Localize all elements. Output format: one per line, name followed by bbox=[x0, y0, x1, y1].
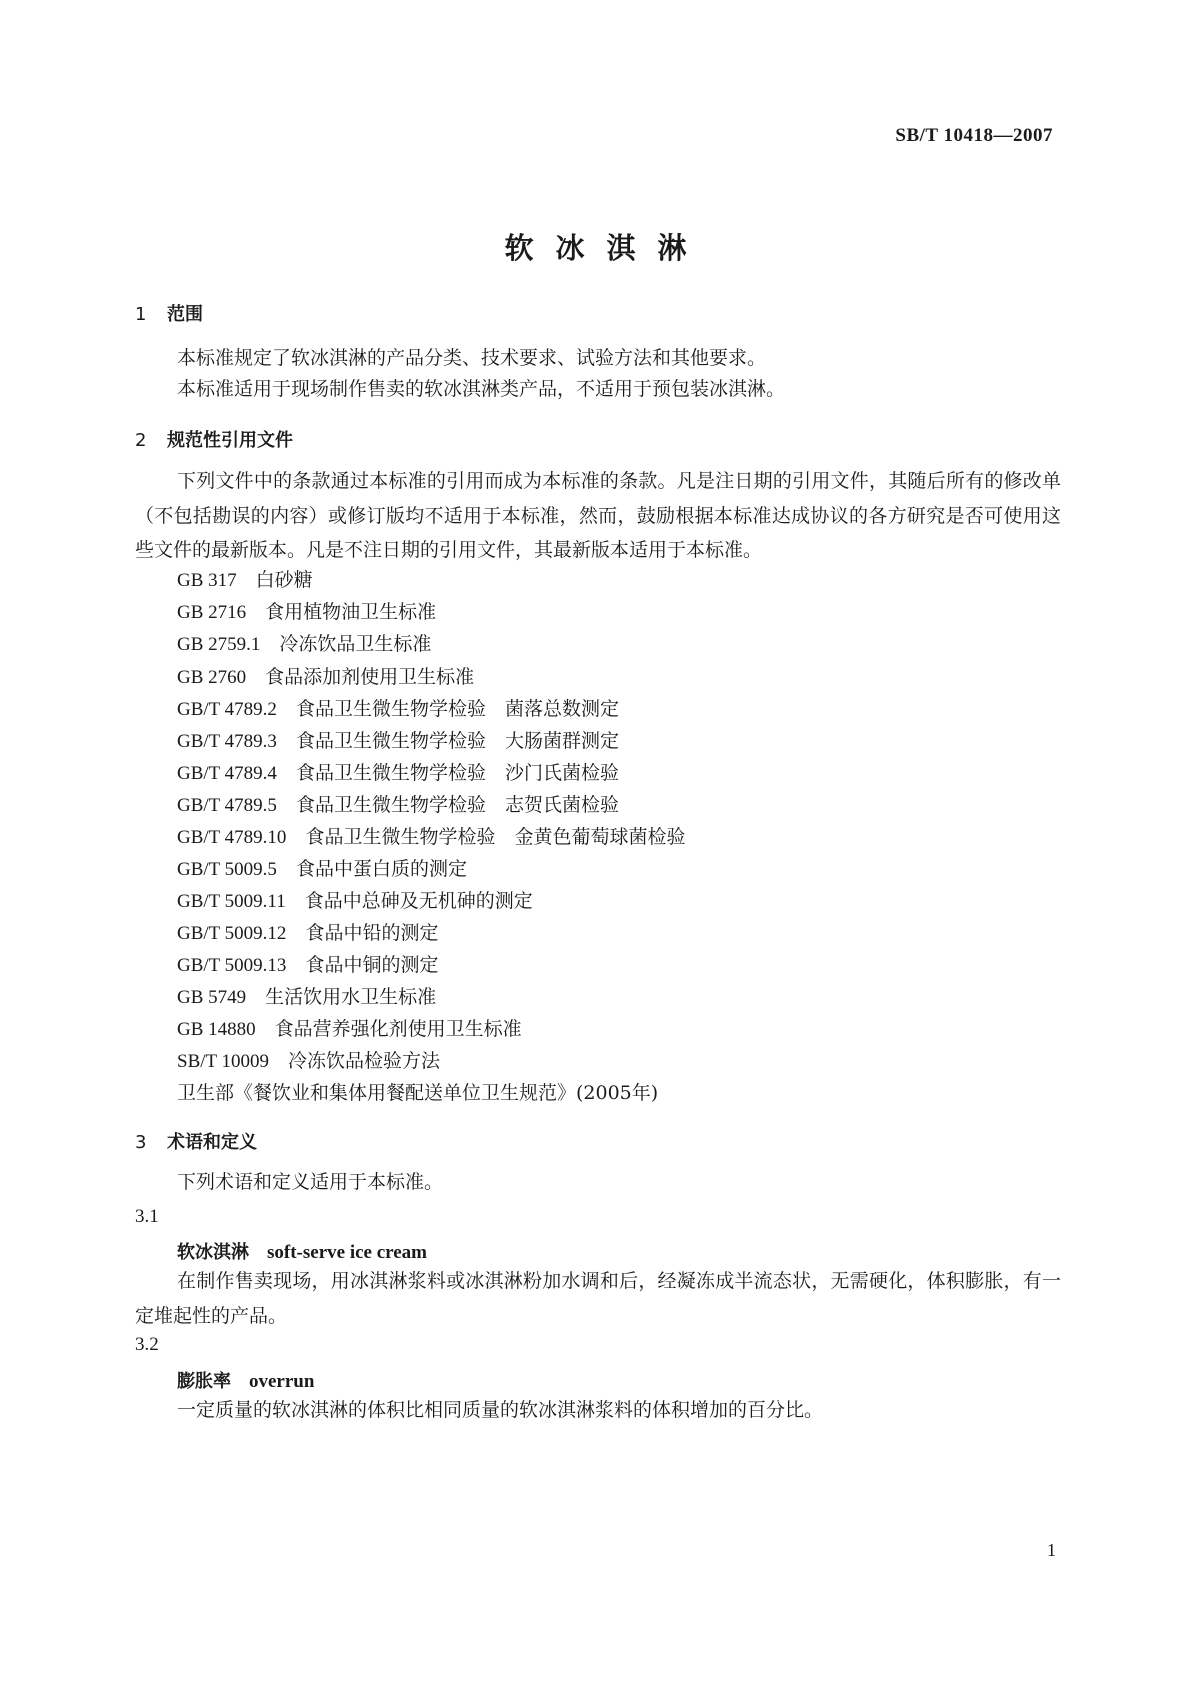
subsection-number: 3.2 bbox=[135, 1334, 159, 1355]
reference-code: SB/T 10009 bbox=[177, 1051, 270, 1072]
reference-title: 食品卫生微生物学检验 金黄色葡萄球菌检验 bbox=[305, 826, 686, 848]
reference-code: GB/T 4789.5 bbox=[177, 795, 277, 816]
reference-code: GB/T 5009.12 bbox=[177, 923, 287, 944]
reference-code: GB 14880 bbox=[177, 1019, 256, 1040]
reference-item bbox=[177, 726, 619, 753]
term-en: soft-serve ice cream bbox=[267, 1242, 427, 1263]
term-heading bbox=[177, 1238, 427, 1264]
reference-title: 食品卫生微生物学检验 大肠菌群测定 bbox=[295, 730, 619, 752]
paragraph: 下列术语和定义适用于本标准。 bbox=[177, 1171, 444, 1193]
reference-item bbox=[177, 982, 436, 1009]
section-number: 2 bbox=[135, 430, 147, 451]
reference-title: 食品中蛋白质的测定 bbox=[295, 858, 467, 880]
reference-item bbox=[177, 565, 313, 592]
reference-title: 食品添加剂使用卫生标准 bbox=[265, 666, 475, 688]
reference-title: 冷冻饮品检验方法 bbox=[288, 1050, 441, 1072]
reference-code: GB 2760 bbox=[177, 667, 247, 688]
reference-code: GB/T 4789.10 bbox=[177, 827, 287, 848]
reference-item bbox=[177, 1046, 440, 1073]
term-cn: 膨胀率 bbox=[177, 1371, 231, 1392]
reference-code: GB/T 5009.5 bbox=[177, 859, 277, 880]
reference-title: 食品卫生微生物学检验 沙门氏菌检验 bbox=[295, 762, 619, 784]
reference-item bbox=[177, 822, 685, 849]
reference-item bbox=[177, 886, 533, 913]
section-heading-scope bbox=[135, 300, 203, 326]
paragraph: 本标准适用于现场制作售卖的软冰淇淋类产品，不适用于预包装冰淇淋。 bbox=[177, 378, 786, 400]
reference-code: GB 317 bbox=[177, 570, 237, 591]
reference-title: 食用植物油卫生标准 bbox=[265, 601, 437, 623]
reference-title: 食品卫生微生物学检验 菌落总数测定 bbox=[295, 698, 619, 720]
paragraph: 本标准规定了软冰淇淋的产品分类、技术要求、试验方法和其他要求。 bbox=[177, 347, 767, 369]
reference-item bbox=[177, 629, 431, 656]
term-definition: 一定质量的软冰淇淋的体积比相同质量的软冰淇淋浆料的体积增加的百分比。 bbox=[177, 1399, 824, 1421]
reference-title: 白砂糖 bbox=[255, 569, 313, 591]
reference-item bbox=[177, 950, 438, 977]
reference-title: 食品中铜的测定 bbox=[305, 954, 439, 976]
reference-code: GB/T 4789.3 bbox=[177, 731, 277, 752]
term-definition: 在制作售卖现场，用冰淇淋浆料或冰淇淋粉加水调和后，经凝冻成半流态状，无需硬化，体积膨胀，有一定堆起性的产品。 bbox=[135, 1270, 1061, 1327]
subsection-number: 3.1 bbox=[135, 1206, 159, 1227]
page-number: 1 bbox=[1047, 1540, 1056, 1560]
reference-code: GB/T 5009.13 bbox=[177, 955, 287, 976]
paragraph: 下列文件中的条款通过本标准的引用而成为本标准的条款。凡是注日期的引用文件，其随后所有的修改单（不包括勘误的内容）或修订版均不适用于本标准，然而，鼓励根据本标准达成协议的各方研究是否可使用这些文件的最新版本。凡是不注日期的引用文件，其最新版本适用于本标准。 bbox=[135, 470, 1061, 561]
reference-code: GB/T 4789.2 bbox=[177, 699, 277, 720]
reference-item bbox=[177, 694, 619, 721]
reference-item bbox=[177, 918, 438, 945]
section-heading-terms-definitions bbox=[135, 1128, 257, 1154]
term-cn: 软冰淇淋 bbox=[177, 1242, 249, 1263]
reference-code: GB/T 4789.4 bbox=[177, 763, 277, 784]
term-en: overrun bbox=[249, 1371, 315, 1392]
reference-title: 食品中铅的测定 bbox=[305, 922, 439, 944]
reference-code: GB 2716 bbox=[177, 602, 247, 623]
reference-title: 生活饮用水卫生标准 bbox=[265, 986, 437, 1008]
term-heading bbox=[177, 1367, 314, 1393]
section-title: 范围 bbox=[167, 304, 203, 325]
reference-item bbox=[177, 758, 619, 785]
section-heading-normative-references bbox=[135, 426, 293, 452]
reference-title: 冷冻饮品卫生标准 bbox=[279, 633, 432, 655]
reference-title: 食品卫生微生物学检验 志贺氏菌检验 bbox=[295, 794, 619, 816]
reference-item bbox=[177, 1078, 658, 1105]
section-title: 规范性引用文件 bbox=[167, 430, 293, 451]
reference-item bbox=[177, 597, 436, 624]
section-number: 3 bbox=[135, 1132, 147, 1153]
standard-code: SB/T 10418—2007 bbox=[895, 125, 1053, 146]
section-number: 1 bbox=[135, 304, 147, 325]
reference-code: GB/T 5009.11 bbox=[177, 891, 286, 912]
section-title: 术语和定义 bbox=[167, 1132, 257, 1153]
reference-title: 卫生部《餐饮业和集体用餐配送单位卫生规范》(2005年) bbox=[177, 1082, 659, 1104]
document-title: 软冰淇淋 bbox=[504, 231, 709, 265]
reference-title: 食品中总砷及无机砷的测定 bbox=[304, 890, 533, 912]
reference-item bbox=[177, 790, 619, 817]
reference-item bbox=[177, 854, 467, 881]
reference-item bbox=[177, 1014, 522, 1041]
reference-code: GB 5749 bbox=[177, 987, 247, 1008]
reference-code: GB 2759.1 bbox=[177, 634, 261, 655]
reference-title: 食品营养强化剂使用卫生标准 bbox=[274, 1018, 522, 1040]
reference-item bbox=[177, 662, 474, 689]
